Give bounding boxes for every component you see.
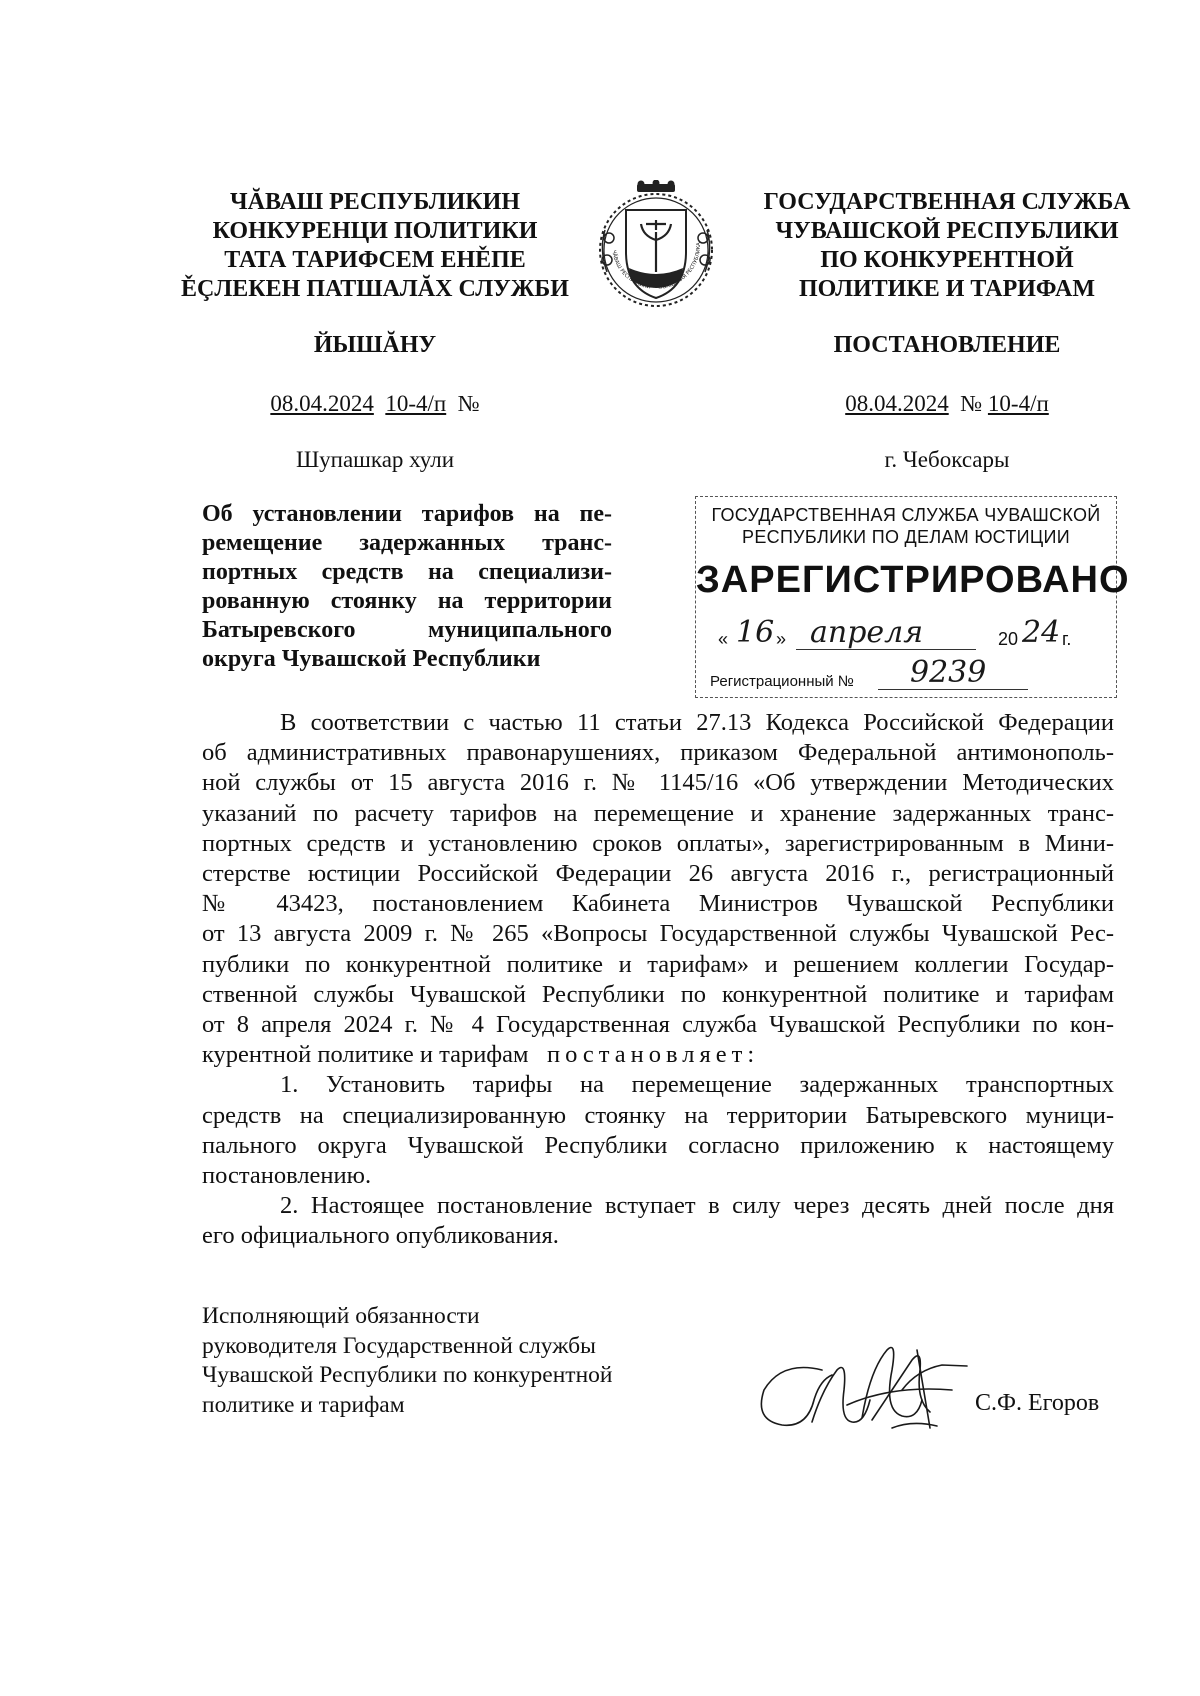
body-line: 1. Установить тарифы на перемещение задержанных транспортных xyxy=(280,1071,1114,1099)
body-line: 2. Настоящее постановление вступает в силу через десять дней после дня xyxy=(280,1192,1114,1220)
stamp-quote-open: « xyxy=(718,629,729,649)
registration-stamp xyxy=(695,496,1130,698)
header-left-line: ĚÇЛЕКЕН ПАТШАЛĂХ СЛУЖБИ xyxy=(181,276,569,302)
stamp-quote-close: » xyxy=(776,629,787,649)
doc-type-russian: ПОСТАНОВЛЕНИЕ xyxy=(833,332,1061,358)
title-line: Об установлении тарифов на пе- xyxy=(202,501,612,527)
body-line: от 8 апреля 2024 г. № 4 Государственная служба Чувашской Республики по кон- xyxy=(202,1011,1114,1039)
document-title xyxy=(202,500,612,674)
body-line: стерстве юстиции Российской Федерации 26 августа 2016 г., регистрационный xyxy=(202,860,1114,888)
number-sign: № xyxy=(457,391,480,416)
stamp-day: 16 xyxy=(736,615,775,650)
stamp-reg-underline xyxy=(878,689,1028,690)
stamp-month-underline xyxy=(796,649,976,650)
signer-position xyxy=(202,1302,722,1420)
doc-type-chuvash: ЙЫШĂНУ xyxy=(313,332,437,358)
item-1 xyxy=(202,1070,1114,1191)
signer-position-line: Исполняющий обязанности xyxy=(202,1303,480,1329)
handwritten-signature-icon xyxy=(752,1330,982,1440)
body-line: ственной службы Чувашской Республики по конкурентной политике и тарифам xyxy=(202,980,1114,1008)
stamp-year-unit: г. xyxy=(1062,629,1072,649)
signer-position-line: руководителя Государственной службы xyxy=(202,1332,596,1359)
stamp-month: апреля xyxy=(810,615,924,650)
document-body xyxy=(202,708,1114,1252)
title-line: округа Чувашской Республики xyxy=(202,646,541,672)
body-line-last xyxy=(202,1040,1114,1070)
stamp-year-suffix: 24 xyxy=(1022,615,1061,650)
header-right-line: ЧУВАШСКОЙ РЕСПУБЛИКИ xyxy=(775,218,1119,244)
doc-date-number-left xyxy=(175,390,575,418)
body-line: пального округа Чувашской Республики согласно приложению к настоящему xyxy=(202,1131,1114,1159)
item-2 xyxy=(202,1191,1114,1251)
header-left-line: КОНКУРЕНЦИ ПОЛИТИКИ xyxy=(212,218,538,244)
stamp-org-line: ГОСУДАРСТВЕННАЯ СЛУЖБА ЧУВАШСКОЙ xyxy=(711,505,1101,525)
chuvash-emblem-icon xyxy=(591,180,721,310)
header-right-line: ПО КОНКУРЕНТНОЙ xyxy=(820,247,1074,273)
body-line: средств на специализированную стоянку на территории Батыревского муници- xyxy=(202,1101,1114,1129)
stamp-year-prefix: 20 xyxy=(998,629,1019,649)
body-line: портных средств и установлению сроков оплаты», зарегистрированным в Мини- xyxy=(202,829,1114,857)
body-text: курентной политике и тарифам xyxy=(202,1041,529,1069)
body-line: публики по конкурентной политике и тарифам» и решением коллегии Государ- xyxy=(202,950,1114,978)
doc-date: 08.04.2024 xyxy=(845,391,949,416)
header-right-russian xyxy=(752,188,1142,304)
stamp-registration-number xyxy=(710,655,1110,691)
resolves-verb: постановляет: xyxy=(546,1041,760,1069)
body-line: № 43423, постановлением Кабинета Министров Чувашской Республики xyxy=(202,890,1114,918)
body-line: постановлению. xyxy=(202,1162,372,1190)
stamp-reg-label: Регистрационный № xyxy=(710,673,854,690)
place-russian: г. Чебоксары xyxy=(884,447,1010,472)
signer-position-line: Чувашской Республики по конкурентной xyxy=(202,1362,613,1388)
header-right-line: ПОЛИТИКЕ И ТАРИФАМ xyxy=(798,276,1095,302)
stamp-reg-number: 9239 xyxy=(910,655,987,690)
svg-text:ЧĂВАШ РЕСПУБЛИКИ • ЧУВАШСКАЯ Р: ЧĂВАШ РЕСПУБЛИКИ • ЧУВАШСКАЯ РЕСПУБЛИКА xyxy=(610,242,703,292)
stamp-registered: ЗАРЕГИСТРИРОВАНО xyxy=(696,559,1130,601)
title-line: Батыревского муниципального xyxy=(202,617,612,643)
stamp-date xyxy=(710,615,1110,651)
signer-position-line: политике и тарифам xyxy=(202,1391,405,1418)
body-line: об административных правонарушениях, приказом Федеральной антимонополь- xyxy=(202,739,1114,767)
title-line: ремещение задержанных транс- xyxy=(202,530,612,556)
header-left-line: ЧĂВАШ РЕСПУБЛИКИН xyxy=(230,189,520,215)
title-line: портных средств на специализи- xyxy=(202,559,612,585)
signer-name: С.Ф. Егоров xyxy=(975,1390,1100,1416)
number-sign: № xyxy=(960,391,983,416)
doc-date: 08.04.2024 xyxy=(270,391,374,416)
body-line: В соответствии с частью 11 статьи 27.13 Кодекса Российской Федерации xyxy=(280,709,1114,736)
preamble-paragraph xyxy=(202,708,1114,1070)
title-line: рованную стоянку на территории xyxy=(202,588,612,614)
doc-date-number-right xyxy=(752,390,1142,418)
header-right-line: ГОСУДАРСТВЕННАЯ СЛУЖБА xyxy=(763,189,1131,215)
doc-number: 10-4/п xyxy=(987,391,1049,416)
stamp-org-line: РЕСПУБЛИКИ ПО ДЕЛАМ ЮСТИЦИИ xyxy=(742,527,1070,547)
body-line: указаний по расчету тарифов на перемещение и хранение задержанных транс- xyxy=(202,799,1114,827)
doc-number: 10-4/п xyxy=(385,391,447,416)
body-line: от 13 августа 2009 г. № 265 «Вопросы Государственной службы Чувашской Рес- xyxy=(202,920,1114,948)
body-line: его официального опубликования. xyxy=(202,1222,559,1250)
place-chuvash: Шупашкар хули xyxy=(295,447,455,472)
header-left-chuvash xyxy=(175,188,575,304)
header-left-line: ТАТА ТАРИФСЕМ ЕНĚПЕ xyxy=(224,247,526,273)
body-line: ной службы от 15 августа 2016 г. № 1145/16 «Об утверждении Методических xyxy=(202,769,1114,797)
